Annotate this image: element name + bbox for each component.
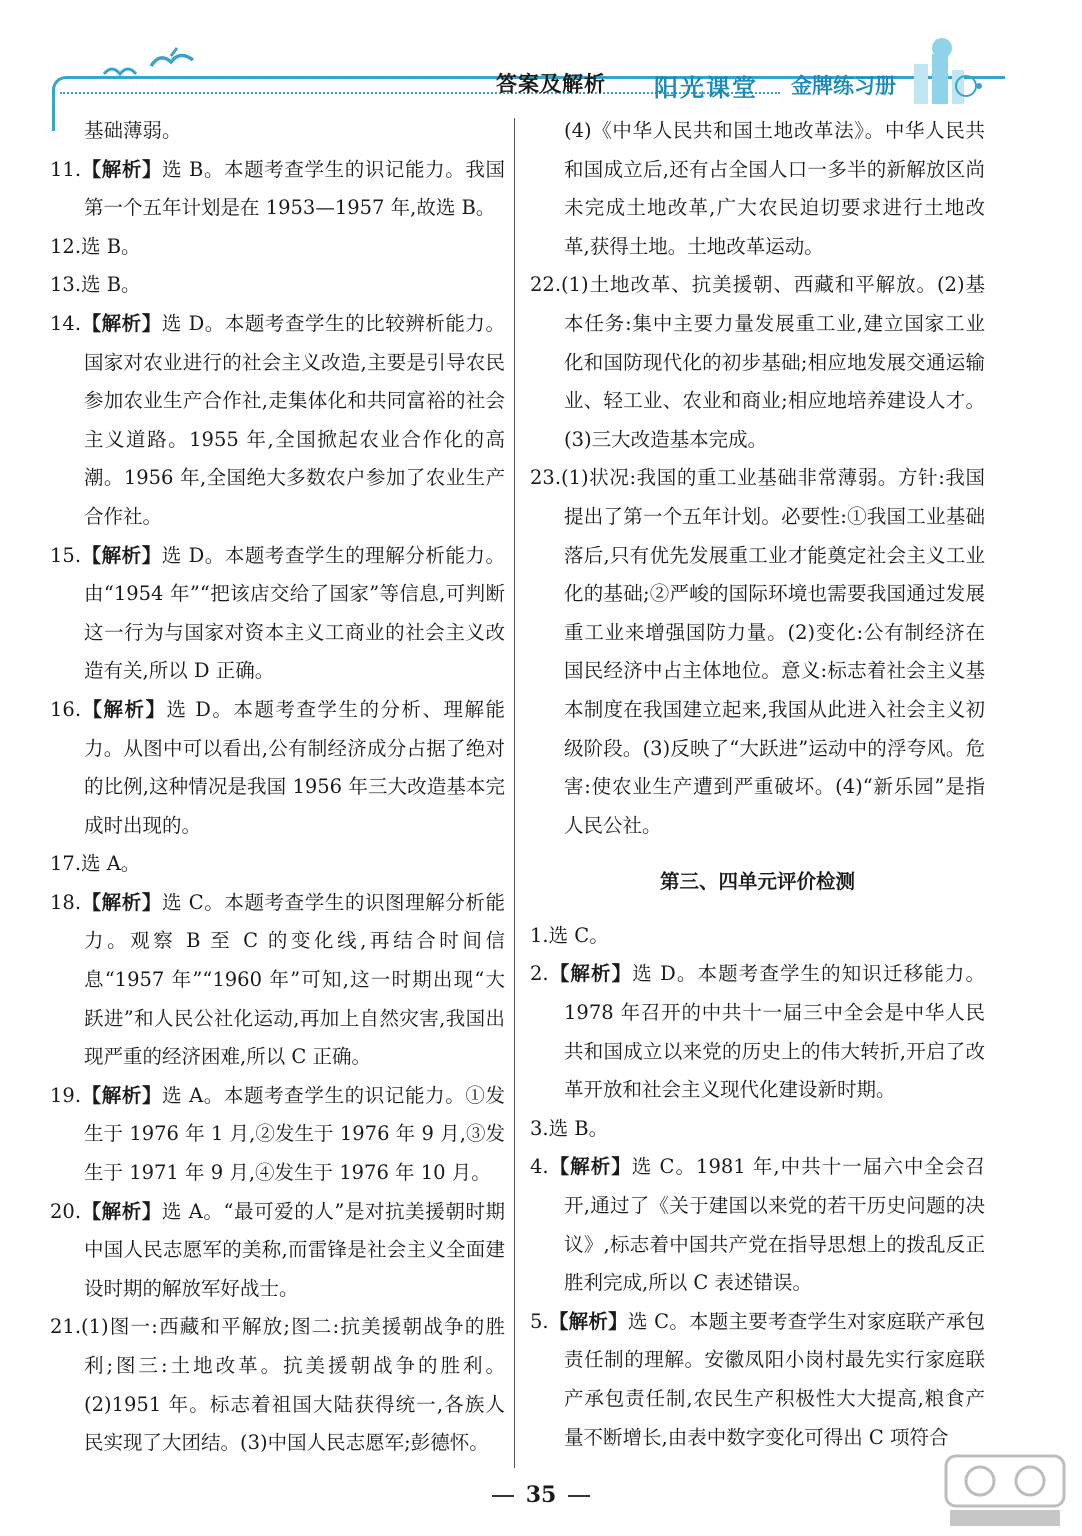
- answer-text: (1)土地改革、抗美援朝、西藏和平解放。(2)基本任务:集中主要力量发展重工业,建立国家工业化和国防现代化的初步基础;相应地发展交通运输业、轻工业、农业和商业;相应地培养建设人才。(3)三大改造基本完成。: [561, 273, 985, 451]
- analysis-tag: 【解析】: [81, 1083, 163, 1107]
- answer-text: 选 D。本题考查学生的比较辨析能力。国家对农业进行的社会主义改造,主要是引导农民参加农业生产合作社,走集体化和共同富裕的社会主义道路。1955 年,全国掀起农业合作化的高潮。1956 年,全国绝大多数农户参加了农业生产合作社。: [84, 311, 505, 528]
- answer-item: [50, 1077, 505, 1193]
- column-divider: [514, 118, 515, 1468]
- answer-text: 基础薄弱。: [84, 119, 182, 142]
- answer-number: 11.: [50, 157, 82, 181]
- answer-number: 13.: [50, 273, 82, 297]
- answer-number: 23.: [530, 466, 562, 490]
- seagulls-icon: [96, 44, 206, 84]
- answer-text: 选 C。: [548, 923, 609, 947]
- answer-text: 选 B。: [81, 273, 141, 297]
- watermark-logo-icon: [940, 1450, 1070, 1530]
- answer-text: 选 D。本题考查学生的分析、理解能力。从图中可以看出,公有制经济成分占据了绝对的比例,这种情况是我国 1956 年三大改造基本完成时出现的。: [84, 697, 505, 837]
- answer-number: 4.: [530, 1155, 549, 1179]
- analysis-tag: 【解析】: [81, 1199, 162, 1223]
- analysis-tag: 【解析】: [81, 697, 167, 721]
- answer-text: 选 B。: [81, 234, 141, 258]
- answer-item: [50, 228, 505, 267]
- answer-text: 选 C。本题考查学生的识图理解分析能力。观察 B 至 C 的变化线,再结合时间信息“1957 年”“1960 年”可知,这一时期出现“大跃进”和人民公社化运动,再加上自然灾害,我国出现严重的经济困难,所以 C 正确。: [84, 890, 505, 1069]
- analysis-tag: 【解析】: [548, 962, 633, 986]
- answer-number: 18.: [50, 890, 82, 914]
- answer-text: 选 B。: [548, 1116, 609, 1140]
- answer-number: 21.: [50, 1315, 82, 1339]
- answer-text: 选 B。本题考查学生的识记能力。我国第一个五年计划是在 1953—1957 年,故选 B。: [84, 157, 505, 220]
- answer-text: 选 D。本题考查学生的知识迁移能力。1978 年召开的中共十一届三中全会是中华人民共和国成立以来党的历史上的伟大转折,开启了改革开放和社会主义现代化建设新时期。: [564, 962, 985, 1102]
- answer-item: [50, 266, 505, 305]
- answer-item: [530, 1148, 985, 1302]
- answer-text: 选 D。本题考查学生的理解分析能力。由“1954 年”“把该店交给了国家”等信息,可判断这一行为与国家对资本主义工商业的社会主义改造有关,所以 D 正确。: [84, 543, 505, 683]
- answer-text: (1)状况:我国的重工业基础非常薄弱。方针:我国提出了第一个五年计划。必要性:①我国工业基础落后,只有优先发展重工业才能奠定社会主义工业化的基础;②严峻的国际环境也需要我国通过发展重工业来增强国防力量。(2)变化:公有制经济在国民经济中占主体地位。意义:标志着社会主义基本制度在我国建立起来,我国从此进入社会主义初级阶段。(3)反映了“大跃进”运动中的浮夸风。危害:使农业生产遭到严重破坏。(4)“新乐园”是指人民公社。: [561, 466, 985, 837]
- answer-item: [50, 151, 505, 228]
- answer-number: 2.: [530, 962, 549, 986]
- header-section-label: 答案及解析: [496, 72, 606, 96]
- analysis-tag: 【解析】: [81, 157, 163, 181]
- answer-item: [530, 917, 985, 956]
- answer-item: [50, 691, 505, 845]
- answer-text: (4)《中华人民共和国土地改革法》。中华人民共和国成立后,还有占全国人口一多半的新解放区尚未完成土地改革,广大农民迫切要求进行土地改革,获得土地。土地改革运动。: [564, 119, 985, 258]
- answer-item: [50, 884, 505, 1077]
- answer-text: 选 A。本题考查学生的识记能力。①发生于 1976 年 1 月,②发生于 1976 年 9 月,③发生于 1971 年 9 月,④发生于 1976 年 10 月。: [84, 1083, 505, 1185]
- page-number-dash-right: [568, 1495, 590, 1497]
- answer-item: [50, 112, 505, 151]
- answer-item: [530, 955, 985, 1109]
- analysis-tag: 【解析】: [81, 890, 162, 914]
- answer-number: 14.: [50, 311, 82, 335]
- header-brand: 阳光课堂: [654, 74, 758, 102]
- answer-item: [50, 537, 505, 691]
- answer-number: 16.: [50, 697, 82, 721]
- answer-text: 选 C。1981 年,中共十一届六中全会召开,通过了《关于建国以来党的若干历史问题的决议》,标志着中国共产党在指导思想上的拨乱反正胜利完成,所以 C 表述错误。: [564, 1155, 985, 1295]
- answer-item: [530, 1303, 985, 1457]
- answer-text: (1)图一:西藏和平解放;图二:抗美援朝战争的胜利;图三:土地改革。抗美援朝战争的胜利。(2)1951 年。标志着祖国大陆获得统一,各族人民实现了大团结。(3)中国人民志愿军;彭德怀。: [81, 1315, 505, 1455]
- answer-number: 3.: [530, 1116, 549, 1140]
- answer-item: [530, 112, 985, 266]
- answer-item: [530, 266, 985, 459]
- section-title: 第三、四单元评价检测: [659, 870, 855, 894]
- answer-item: [50, 1308, 505, 1462]
- page-number-dash-left: [492, 1495, 514, 1497]
- answer-text: 选 C。本题主要考查学生对家庭联产承包责任制的理解。安徽凤阳小岗村最先实行家庭联产承包责任制,农民生产积极性大大提高,粮食产量不断增长,由表中数字变化可得出 C 项符合: [564, 1309, 985, 1449]
- header-series: 金牌练习册: [791, 74, 896, 98]
- answer-text: 选 A。“最可爱的人”是对抗美援朝时期中国人民志愿军的美称,而雷锋是社会主义全面建设时期的解放军好战士。: [84, 1199, 505, 1300]
- answer-number: 20.: [50, 1199, 82, 1223]
- answer-item: [50, 305, 505, 537]
- decorative-corner-icon: [874, 34, 994, 114]
- answer-number: 17.: [50, 852, 82, 876]
- answer-item: [50, 1193, 505, 1309]
- answer-number: 19.: [50, 1083, 82, 1107]
- answer-number: 5.: [530, 1309, 549, 1333]
- answer-number: 1.: [530, 923, 549, 947]
- answer-number: 22.: [530, 273, 562, 297]
- answer-item: [530, 1110, 985, 1149]
- analysis-tag: 【解析】: [81, 311, 162, 335]
- analysis-tag: 【解析】: [548, 1309, 628, 1333]
- page-header: [46, 34, 1006, 106]
- page-number: [0, 1482, 1082, 1508]
- answer-number: 15.: [50, 543, 82, 567]
- right-column: [530, 112, 985, 1457]
- analysis-tag: 【解析】: [548, 1155, 632, 1179]
- answer-text: 选 A。: [81, 852, 141, 876]
- answer-item: [530, 459, 985, 845]
- analysis-tag: 【解析】: [81, 543, 162, 567]
- page-number-value: 35: [525, 1482, 557, 1508]
- answer-item: [50, 845, 505, 884]
- left-column: [50, 112, 505, 1463]
- answer-number: 12.: [50, 234, 82, 258]
